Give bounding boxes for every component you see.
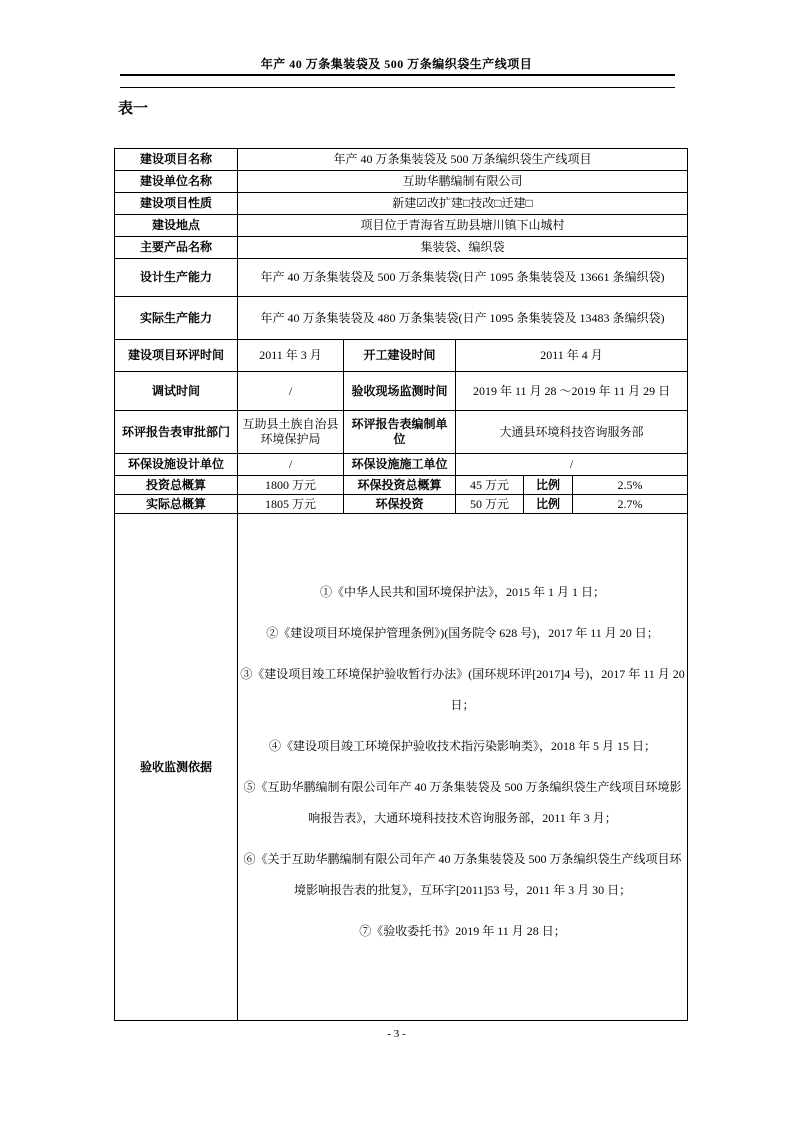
actual-capacity-label: 实际生产能力 [115, 297, 238, 340]
debug-time-value: / [238, 372, 344, 411]
project-info-table [114, 148, 688, 1021]
header-rule-thick [120, 74, 675, 76]
company-name-value: 互助华鹏编制有限公司 [238, 171, 688, 193]
budget-label: 投资总概算 [115, 476, 238, 495]
acceptance-basis-list [238, 514, 688, 1021]
company-name-label: 建设单位名称 [115, 171, 238, 193]
actual-budget-label: 实际总概算 [115, 495, 238, 514]
row-design-unit [115, 454, 688, 476]
construction-unit-value: / [456, 454, 688, 476]
page-header-title: 年产 40 万条集装袋及 500 万条编织袋生产线项目 [260, 57, 533, 71]
row-acceptance-basis [115, 514, 688, 1021]
basis-item-7: ⑦《验收委托书》2019 年 11 月 28 日； [359, 924, 566, 938]
row-main-products [115, 237, 688, 259]
row-company-name [115, 171, 688, 193]
basis-item-4: ④《建设项目竣工环境保护验收技术指污染影响类》，2018 年 5 月 15 日； [269, 739, 657, 753]
eia-time-value: 2011 年 3 月 [238, 340, 344, 372]
actual-capacity-value: 年产 40 万条集装袋及 480 万条集装袋(日产 1095 条集装袋及 13483 条编织袋) [238, 297, 688, 340]
env-budget-label: 环保投资总概算 [344, 476, 456, 495]
row-eia-time [115, 340, 688, 372]
ratio-value-2: 2.7% [573, 495, 688, 514]
row-design-capacity [115, 259, 688, 297]
monitor-time-value: 2019 年 11 月 28 ～2019 年 11 月 29 日 [456, 372, 688, 411]
location-label: 建设地点 [115, 215, 238, 237]
actual-budget-value: 1805 万元 [238, 495, 344, 514]
project-name-value: 年产 40 万条集装袋及 500 万条编织袋生产线项目 [238, 149, 688, 171]
eia-time-label: 建设项目环评时间 [115, 340, 238, 372]
row-budget [115, 476, 688, 495]
design-unit-value: / [238, 454, 344, 476]
main-products-value: 集装袋、编织袋 [238, 237, 688, 259]
row-location [115, 215, 688, 237]
ratio-value: 2.5% [573, 476, 688, 495]
project-nature-checkboxes: 新建☑改扩建□技改□迁建□ [238, 193, 688, 215]
acceptance-basis-label: 验收监测依据 [115, 514, 238, 1021]
basis-item-2: ②《建设项目环境保护管理条例》)(国务院令 628 号)，2017 年 11 月 20 日； [266, 626, 659, 640]
construction-start-value: 2011 年 4 月 [456, 340, 688, 372]
report-author-label: 环评报告表编制单位 [344, 411, 456, 454]
env-budget-value: 45 万元 [456, 476, 524, 495]
approval-dept-value: 互助县土族自治县环境保护局 [238, 411, 344, 454]
project-nature-label: 建设项目性质 [115, 193, 238, 215]
env-invest-label: 环保投资 [344, 495, 456, 514]
approval-dept-label: 环评报告表审批部门 [115, 411, 238, 454]
ratio-label: 比例 [524, 476, 573, 495]
debug-time-label: 调试时间 [115, 372, 238, 411]
row-approval [115, 411, 688, 454]
row-project-name [115, 149, 688, 171]
construction-unit-label: 环保设施施工单位 [344, 454, 456, 476]
design-capacity-label: 设计生产能力 [115, 259, 238, 297]
monitor-time-label: 验收现场监测时间 [344, 372, 456, 411]
row-project-nature [115, 193, 688, 215]
report-author-value: 大通县环境科技咨询服务部 [456, 411, 688, 454]
row-actual-budget [115, 495, 688, 514]
basis-item-1: ①《中华人民共和国环境保护法》，2015 年 1 月 1 日； [320, 585, 606, 599]
design-capacity-value: 年产 40 万条集装袋及 500 万条集装袋(日产 1095 条集装袋及 13661 条编织袋) [238, 259, 688, 297]
env-invest-value: 50 万元 [456, 495, 524, 514]
project-name-label: 建设项目名称 [115, 149, 238, 171]
basis-item-6: ⑥《关于互助华鹏编制有限公司年产 40 万条集装袋及 500 万条编织袋生产线项目环境影响报告表的批复》，互环字[2011]53 号，2011 年 3 月 30 日； [243, 852, 682, 897]
row-debug-time [115, 372, 688, 411]
location-value: 项目位于青海省互助县塘川镇下山城村 [238, 215, 688, 237]
budget-value: 1800 万元 [238, 476, 344, 495]
main-products-label: 主要产品名称 [115, 237, 238, 259]
basis-item-3: ③《建设项目竣工环境保护验收暂行办法》(国环规环评[2017]4 号)，2017 年 11 月 20 日； [240, 667, 685, 712]
construction-start-label: 开工建设时间 [344, 340, 456, 372]
table-caption: 表一 [118, 101, 149, 117]
row-actual-capacity [115, 297, 688, 340]
basis-item-5: ⑤《互助华鹏编制有限公司年产 40 万条集装袋及 500 万条编织袋生产线项目环境影响报告表》，大通环境科技技术咨询服务部，2011 年 3 月； [243, 780, 682, 825]
page-number: - 3 - [387, 1028, 406, 1040]
ratio-label-2: 比例 [524, 495, 573, 514]
header-rule-thin [120, 87, 675, 88]
design-unit-label: 环保设施设计单位 [115, 454, 238, 476]
